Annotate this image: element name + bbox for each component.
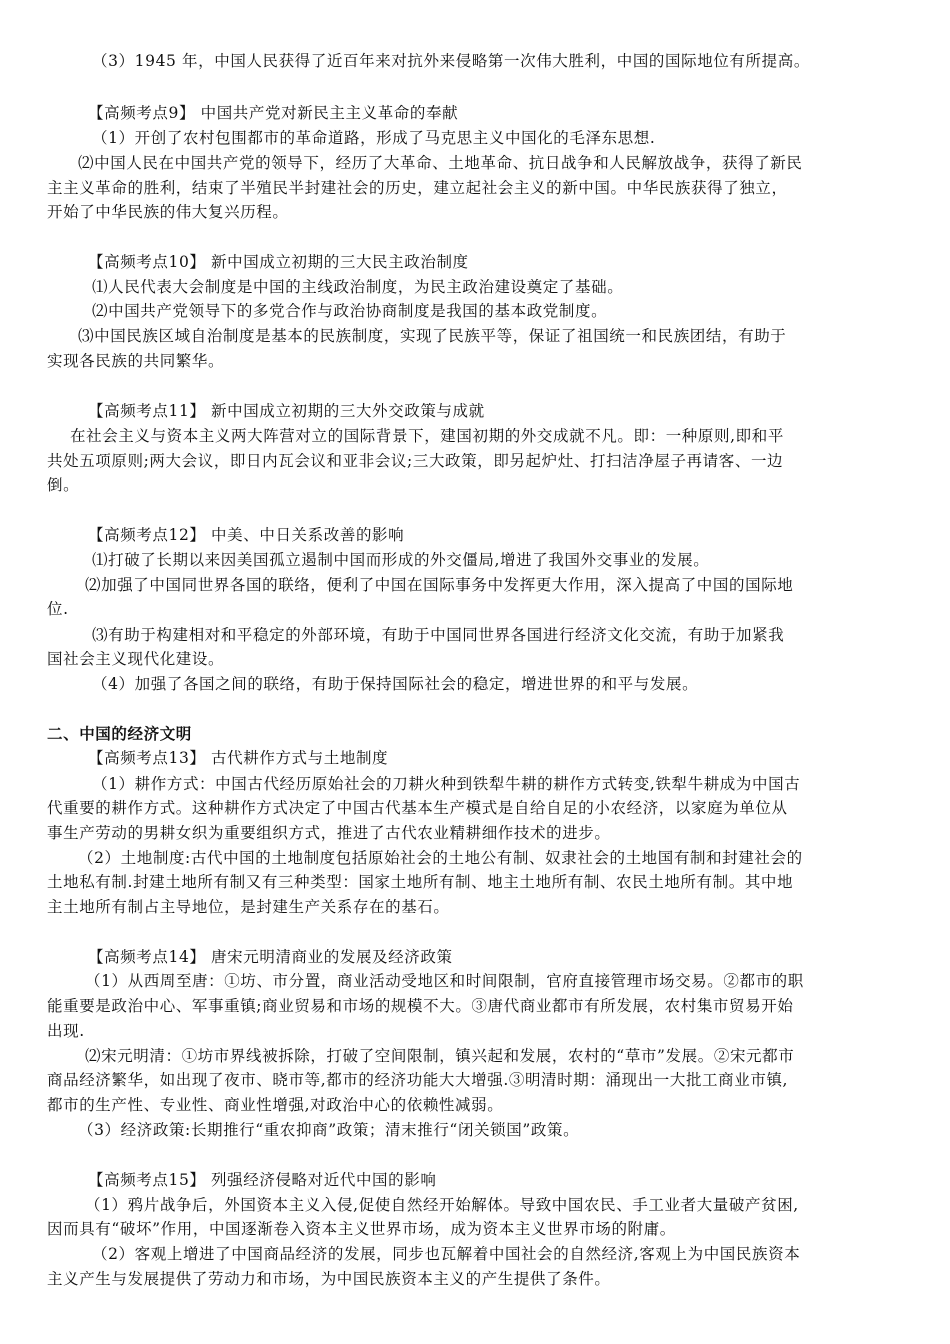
point-10-item-2: ⑵中国共产党领导下的多党合作与政治协商制度是我国的基本政党制度。 (92, 302, 608, 320)
point-12-item-3-line-1: ⑶有助于构建相对和平稳定的外部环境，有助于中国同世界各国进行经济文化交流，有助于加紧我 (92, 626, 785, 644)
section-heading-9: 【高频考点9】 中国共产党对新民主主义革命的奉献 (88, 104, 459, 122)
section-heading-14: 【高频考点14】 唐宋元明清商业的发展及经济政策 (88, 948, 453, 966)
point-12-item-4: （4）加强了各国之间的联络，有助于保持国际社会的稳定，增进世界的和平与发展。 (92, 675, 699, 693)
point-13-item-2-line-1: （2）土地制度:古代中国的土地制度包括原始社会的土地公有制、奴隶社会的土地国有制和封建社会的 (78, 849, 803, 867)
section-heading-11: 【高频考点11】 新中国成立初期的三大外交政策与成就 (88, 402, 485, 420)
point-12-item-3-line-2: 国社会主义现代化建设。 (47, 650, 225, 668)
point-10-item-1: ⑴人民代表大会制度是中国的主线政治制度，为民主政治建设奠定了基础。 (92, 278, 624, 296)
point-15-item-1-line-1: （1）鸦片战争后，外国资本主义入侵,促使自然经开始解体。导致中国农民、手工业者大量破产贫困, (85, 1196, 799, 1214)
point-14-item-2-line-2: 商品经济繁华，如出现了夜市、晓市等,都市的经济功能大大增强.③明清时期：涌现出一大批工商业市镇, (47, 1071, 789, 1089)
point-14-item-2-line-3: 都市的生产性、专业性、商业性增强,对政治中心的依赖性减弱。 (47, 1096, 504, 1114)
point-9-item-2-line-1: ⑵中国人民在中国共产党的领导下，经历了大革命、土地革命、抗日战争和人民解放战争，获得了新民 (78, 154, 803, 172)
point-11-line-3: 倒。 (47, 476, 80, 494)
point-9-item-1: （1）开创了农村包围都市的革命道路，形成了马克思主义中国化的毛泽东思想. (92, 129, 656, 147)
point-8-item-3: （3）1945 年，中国人民获得了近百年来对抗外来侵略第一次伟大胜利，中国的国际地位有所提高。 (92, 52, 810, 70)
point-14-item-3: （3）经济政策:长期推行“重农抑商”政策；清末推行“闭关锁国”政策。 (78, 1121, 580, 1139)
point-14-item-1-line-1: （1）从西周至唐：①坊、市分置，商业活动受地区和时间限制，官府直接管理市场交易。②都市的职 (85, 972, 804, 990)
point-11-line-1: 在社会主义与资本主义两大阵营对立的国际背景下，建国初期的外交成就不凡。即：一种原则,即和平 (70, 427, 784, 445)
point-14-item-2-line-1: ⑵宋元明清：①坊市界线被拆除，打破了空间限制，镇兴起和发展，农村的“草市”发展。②宋元都市 (85, 1047, 795, 1065)
point-12-item-2-line-1: ⑵加强了中国同世界各国的联络，便利了中国在国际事务中发挥更大作用，深入提高了中国的国际地 (85, 576, 794, 594)
point-15-item-2-line-2: 主义产生与发展提供了劳动力和市场，为中国民族资本主义的产生提供了条件。 (47, 1270, 611, 1288)
point-14-item-1-line-3: 出现. (47, 1022, 85, 1040)
section-heading-10: 【高频考点10】 新中国成立初期的三大民主政治制度 (88, 253, 469, 271)
point-12-item-1: ⑴打破了长期以来因美国孤立遏制中国而形成的外交僵局,增进了我国外交事业的发展。 (92, 551, 710, 569)
point-10-item-3-line-1: ⑶中国民族区域自治制度是基本的民族制度，实现了民族平等，保证了祖国统一和民族团结，有助于 (78, 327, 787, 345)
point-13-item-2-line-2: 土地私有制.封建土地所有制又有三种类型：国家土地所有制、地主土地所有制、农民土地所有制。其中地 (47, 873, 794, 891)
section-heading-12: 【高频考点12】 中美、中日关系改善的影响 (88, 526, 405, 544)
point-9-item-2-line-3: 开始了中华民族的伟大复兴历程。 (47, 203, 289, 221)
point-13-item-1-line-1: （1）耕作方式：中国古代经历原始社会的刀耕火种到铁犁牛耕的耕作方式转变,铁犁牛耕成为中国古 (92, 775, 801, 793)
chapter-heading: 二、中国的经济文明 (47, 725, 192, 743)
point-13-item-1-line-3: 事生产劳动的男耕女织为重要组织方式，推进了古代农业精耕细作技术的进步。 (47, 824, 611, 842)
point-12-item-2-line-2: 位. (47, 600, 69, 618)
point-11-line-2: 共处五项原则;两大会议，即日内瓦会议和亚非会议;三大政策，即另起炉灶、打扫洁净屋子再请客、一边 (47, 452, 784, 470)
point-14-item-1-line-2: 能重要是政治中心、军事重镇;商业贸易和市场的规模不大。③唐代商业都市有所发展，农村集市贸易开始 (47, 997, 794, 1015)
point-15-item-2-line-1: （2）客观上增进了中国商品经济的发展，同步也瓦解着中国社会的自然经济,客观上为中国民族资本 (92, 1245, 801, 1263)
section-heading-15: 【高频考点15】 列强经济侵略对近代中国的影响 (88, 1171, 437, 1189)
point-13-item-1-line-2: 代重要的耕作方式。这种耕作方式决定了中国古代基本生产模式是自给自足的小农经济，以家庭为单位从 (47, 799, 788, 817)
section-heading-13: 【高频考点13】 古代耕作方式与土地制度 (88, 749, 389, 767)
point-15-item-1-line-2: 因而具有“破坏”作用，中国逐渐卷入资本主义世界市场，成为资本主义世界市场的附庸。 (47, 1220, 676, 1238)
point-10-item-3-line-2: 实现各民族的共同繁华。 (47, 352, 225, 370)
point-13-item-2-line-3: 主土地所有制占主导地位，是封建生产关系存在的基石。 (47, 898, 450, 916)
point-9-item-2-line-2: 主主义革命的胜利，结束了半殖民半封建社会的历史，建立起社会主义的新中国。中华民族获得了独立， (47, 179, 788, 197)
